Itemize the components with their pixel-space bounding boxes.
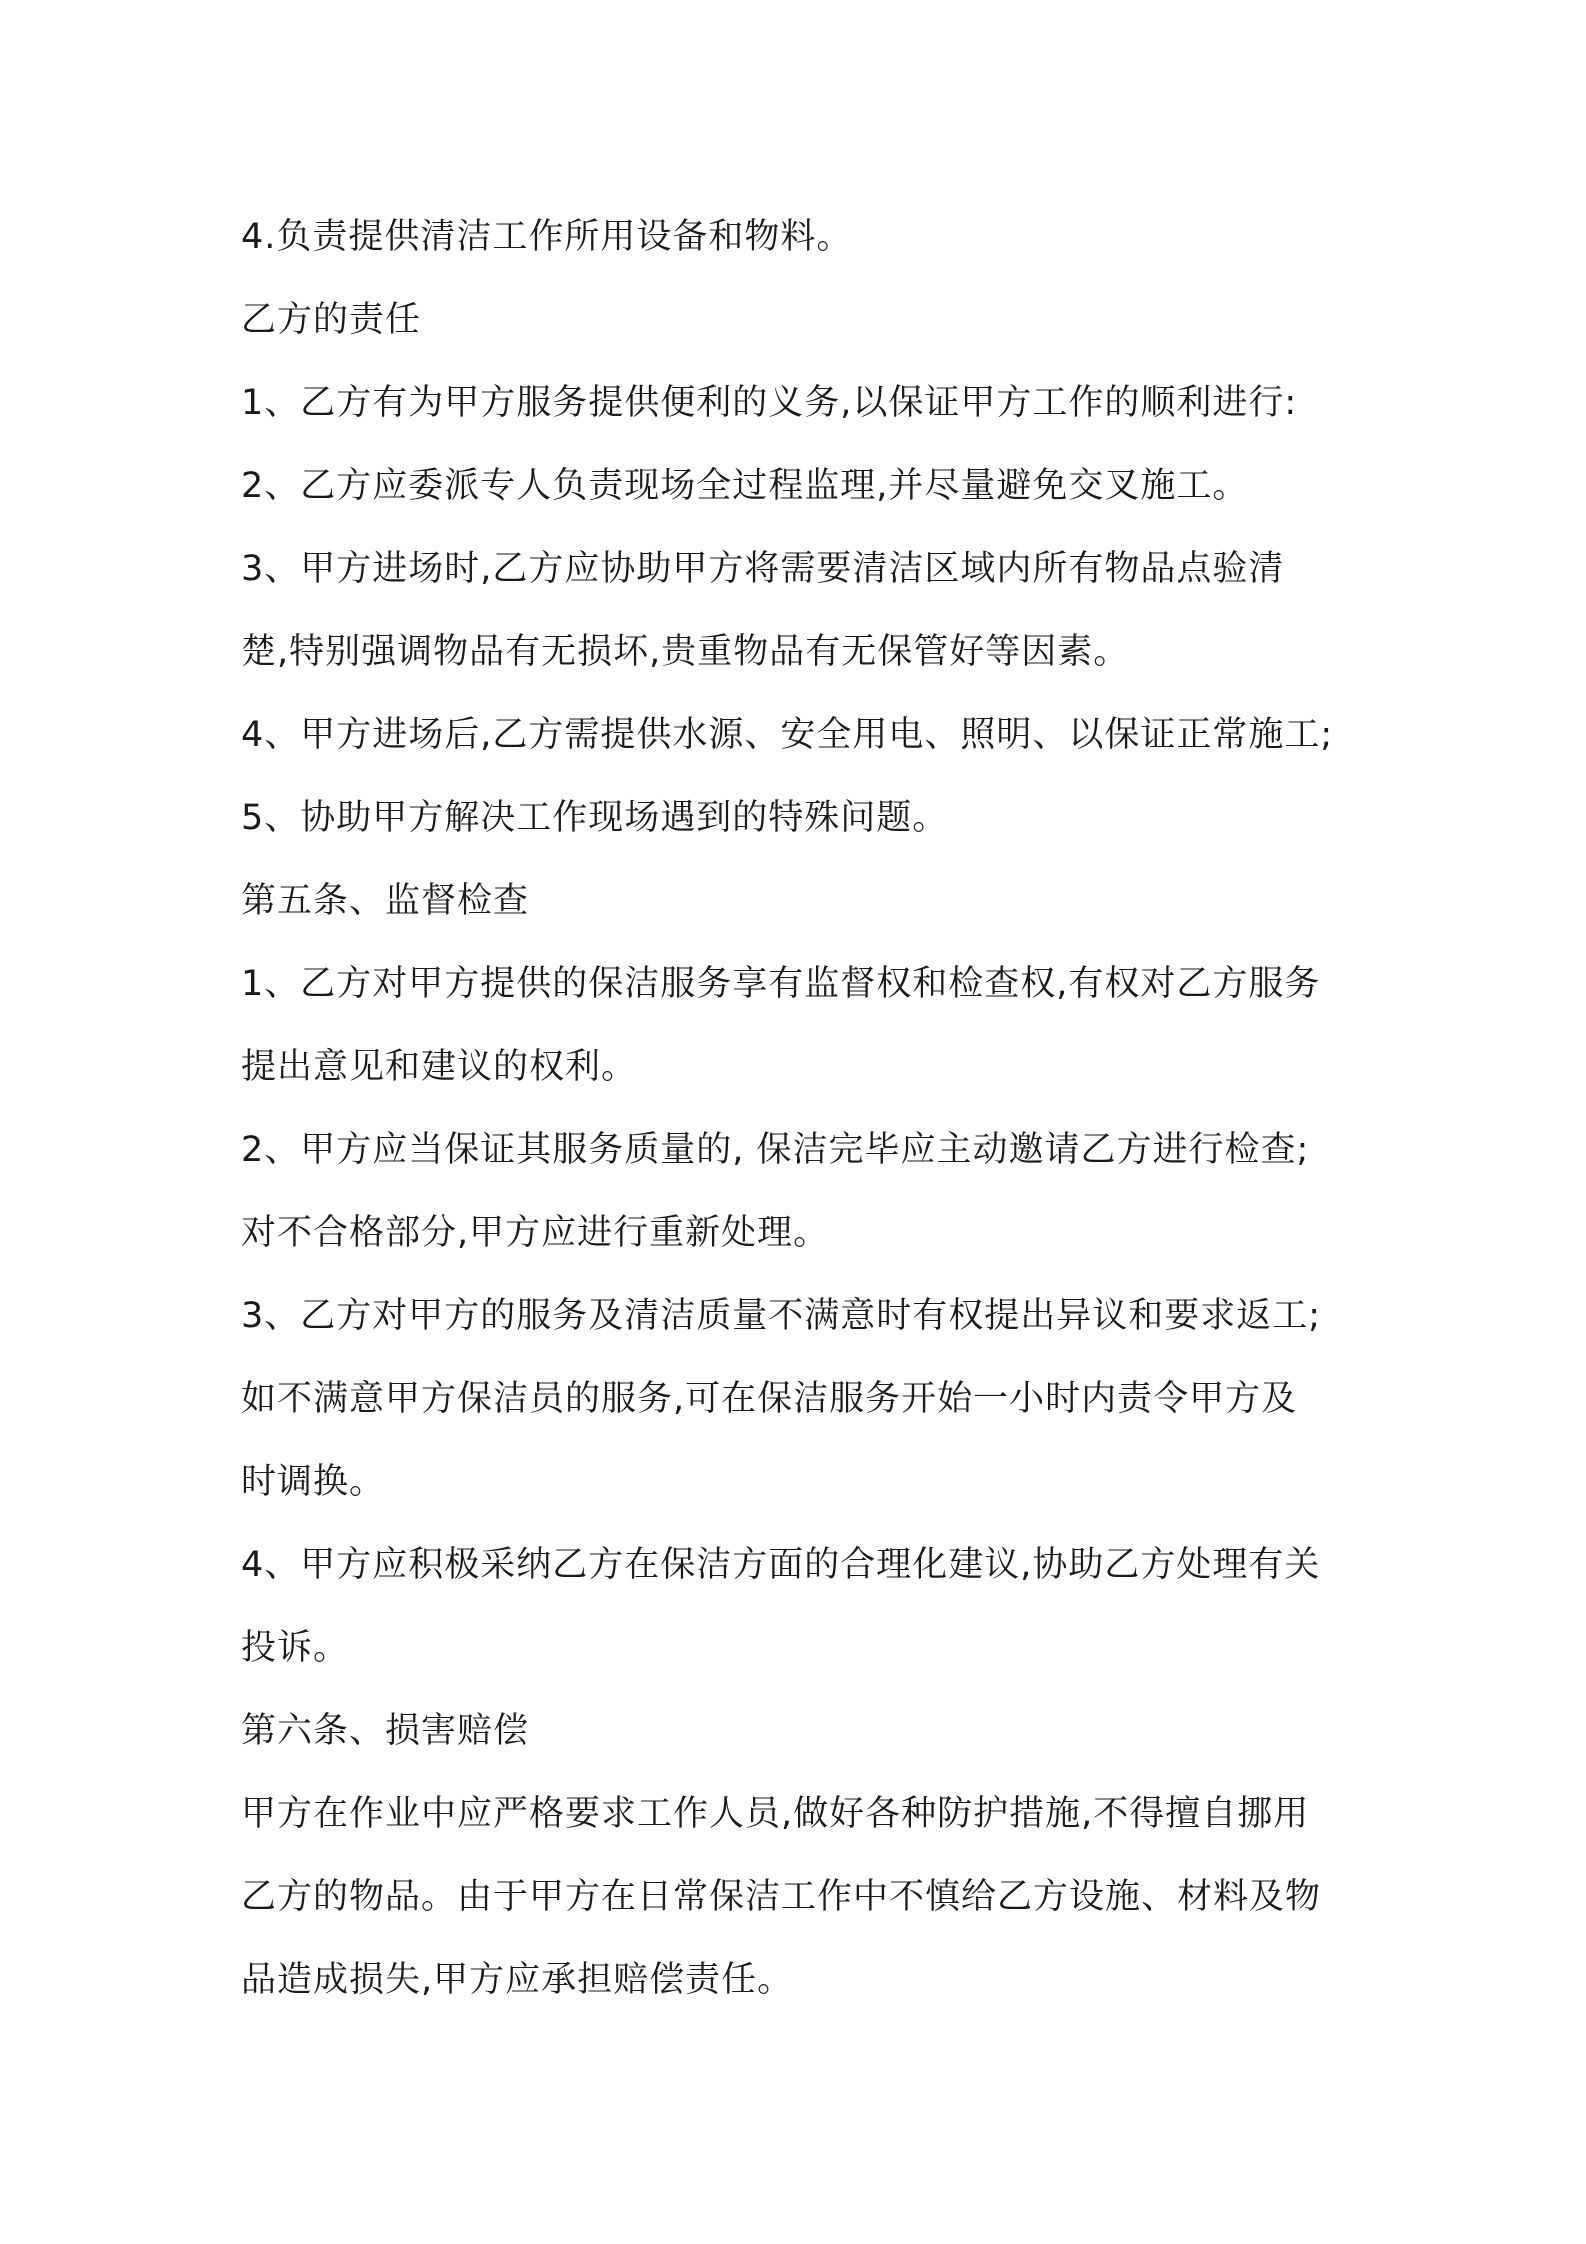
text-line-2: 乙方的责任 <box>241 300 422 340</box>
text-line-3: 1、乙方有为甲方服务提供便利的义务,以保证甲方工作的顺利进行: <box>241 383 1298 423</box>
section-heading-5: 第五条、监督检查 <box>241 881 530 921</box>
text-line-10: 1、乙方对甲方提供的保洁服务享有监督权和检查权,有权对乙方服务 <box>241 964 1321 1004</box>
text-line-12: 2、甲方应当保证其服务质量的, 保洁完毕应主动邀请乙方进行检查; <box>241 1130 1310 1170</box>
text-line-5: 3、甲方进场时,乙方应协助甲方将需要清洁区域内所有物品点验清 <box>241 549 1285 589</box>
text-line-22: 品造成损失,甲方应承担赔偿责任。 <box>241 1960 794 2000</box>
text-line-18: 投诉。 <box>241 1628 350 1668</box>
text-line-13: 对不合格部分,甲方应进行重新处理。 <box>241 1213 830 1253</box>
document-body <box>241 196 1361 2022</box>
text-line-21: 乙方的物品。由于甲方在日常保洁工作中不慎给乙方设施、材料及物 <box>241 1877 1322 1917</box>
text-line-14: 3、乙方对甲方的服务及清洁质量不满意时有权提出异议和要求返工; <box>241 1296 1322 1336</box>
text-line-4: 2、乙方应委派专人负责现场全过程监理,并尽量避免交叉施工。 <box>241 466 1249 506</box>
text-line-20: 甲方在作业中应严格要求工作人员,做好各种防护措施,不得擅自挪用 <box>241 1794 1310 1834</box>
section-heading-6: 第六条、损害赔偿 <box>241 1711 530 1751</box>
text-line-11: 提出意见和建议的权利。 <box>241 1047 638 1087</box>
text-line-6: 楚,特别强调物品有无损坏,贵重物品有无保管好等因素。 <box>241 632 1130 672</box>
text-line-1: 4.负责提供清洁工作所用设备和物料。 <box>241 217 853 257</box>
text-line-7: 4、甲方进场后,乙方需提供水源、安全用电、照明、以保证正常施工; <box>241 715 1334 755</box>
text-line-17: 4、甲方应积极采纳乙方在保洁方面的合理化建议,协助乙方处理有关 <box>241 1545 1321 1585</box>
text-line-15: 如不满意甲方保洁员的服务,可在保洁服务开始一小时内责令甲方及 <box>241 1379 1298 1419</box>
text-line-16: 时调换。 <box>241 1462 386 1502</box>
text-line-8: 5、协助甲方解决工作现场遇到的特殊问题。 <box>241 798 949 838</box>
